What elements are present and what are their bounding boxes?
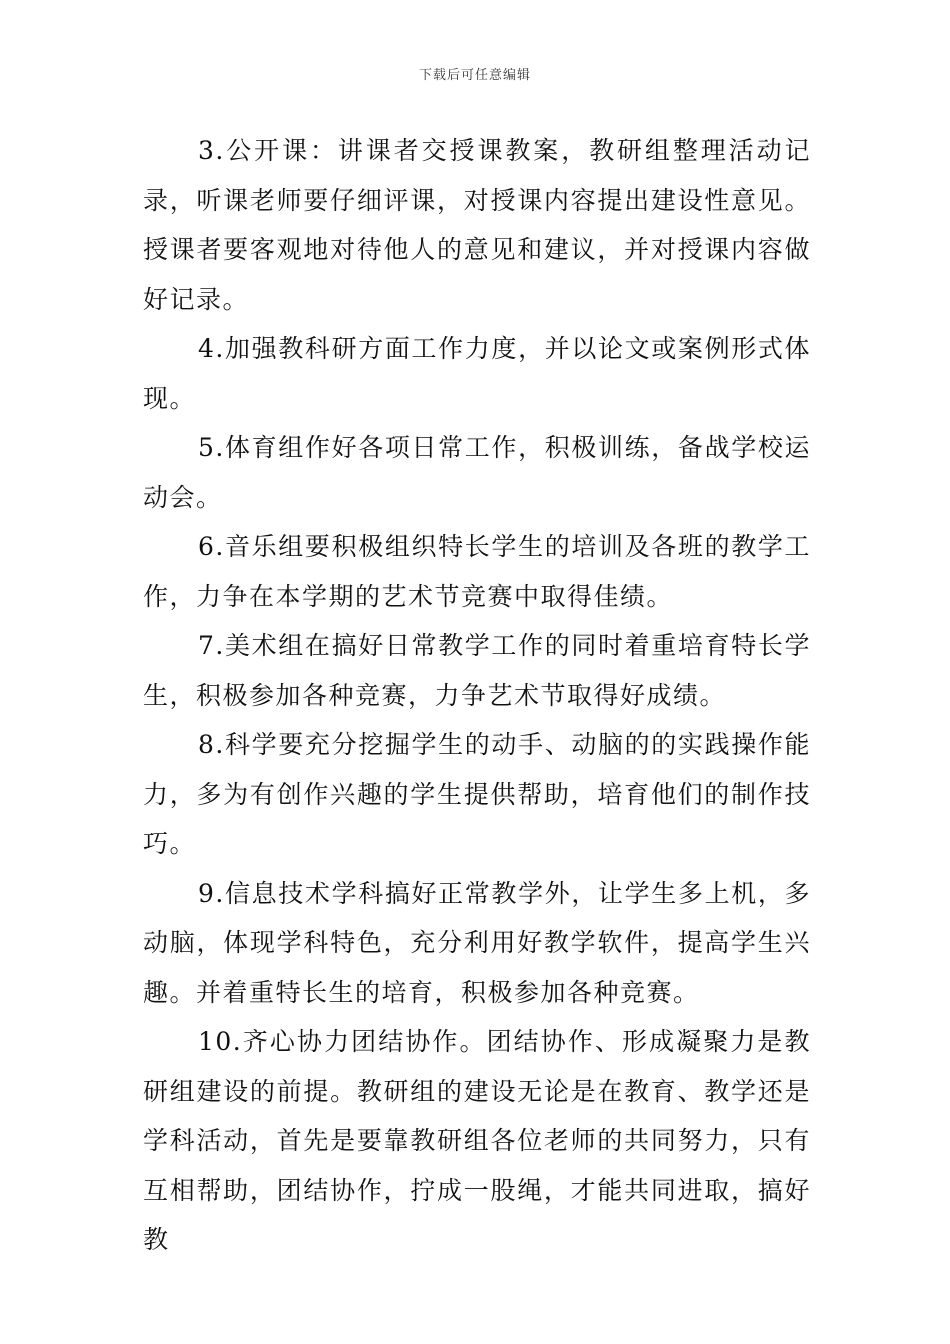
paragraph-item-4-research: 4.加强教科研方面工作力度，并以论文或案例形式体现。: [143, 334, 811, 413]
paragraph-item-5-sports: 5.体育组作好各项日常工作，积极训练，备战学校运动会。: [143, 433, 811, 512]
paragraph-item-10-teamwork: 10.齐心协力团结协作。团结协作、形成凝聚力是教研组建设的前提。教研组的建设无论是在教育、教学还是学科活动，首先是要靠教研组各位老师的共同努力，只有互相帮助，团结协作，拧成一股绳，才能共同进取，搞好教: [143, 1027, 811, 1254]
paragraph-item-9-it: 9.信息技术学科搞好正常教学外，让学生多上机，多动脑，体现学科特色，充分利用好教学软件，提高学生兴趣。并着重特长生的培育，积极参加各种竞赛。: [143, 878, 811, 1007]
paragraph-item-3-open-class: 3.公开课：讲课者交授课教案，教研组整理活动记录，听课老师要仔细评课，对授课内容提出建设性意见。授课者要客观地对待他人的意见和建议，并对授课内容做好记录。: [143, 136, 811, 314]
paragraph-item-8-science: 8.科学要充分挖掘学生的动手、动脑的的实践操作能力，多为有创作兴趣的学生提供帮助，培育他们的制作技巧。: [143, 730, 811, 858]
page-header: 下载后可任意编辑: [418, 68, 531, 83]
paragraph-item-6-music: 6.音乐组要积极组织特长学生的培训及各班的教学工作，力争在本学期的艺术节竞赛中取得佳绩。: [143, 532, 811, 611]
document-body: [143, 126, 811, 1265]
paragraph-item-7-art: 7.美术组在搞好日常教学工作的同时着重培育特长学生，积极参加各种竞赛，力争艺术节取得好成绩。: [143, 631, 811, 710]
